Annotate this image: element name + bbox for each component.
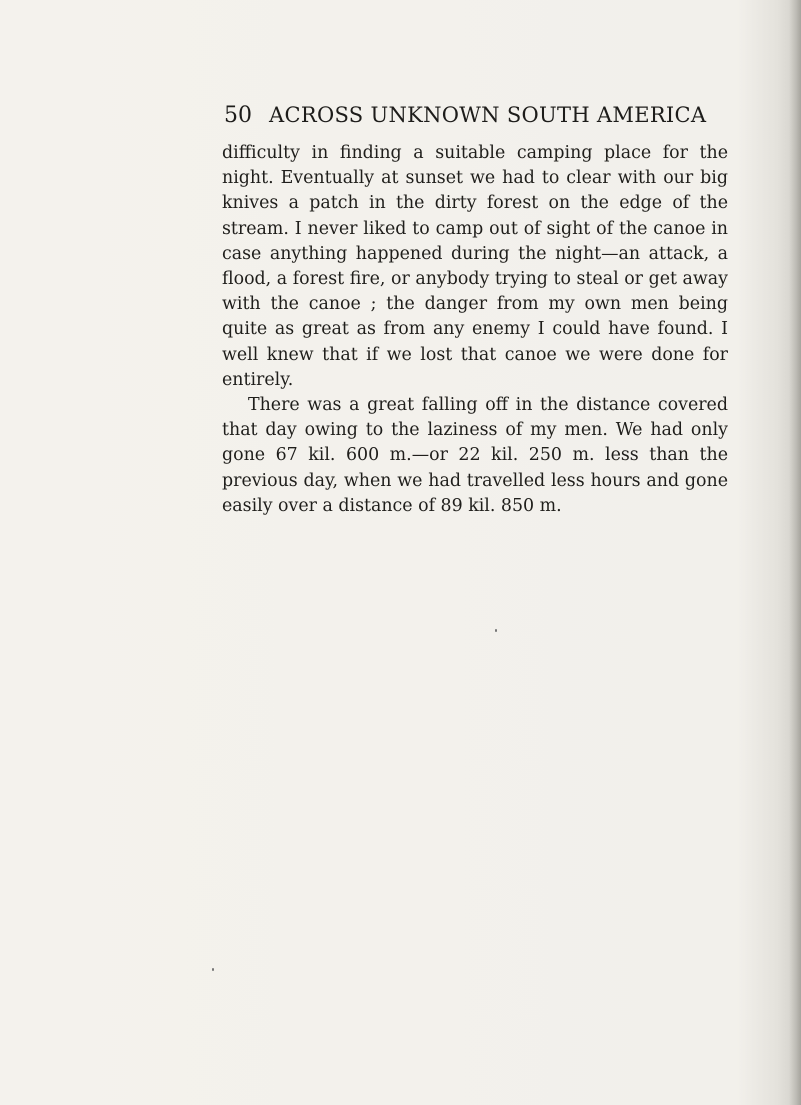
body-text (222, 141, 728, 519)
running-title: ACROSS UNKNOWN SOUTH AMERICA (269, 103, 707, 127)
paragraph-continued: difficulty in finding a suitable camping place for the night. Eventually at sunset we had to clear with our big knives a patch in the dirty forest on the edge of the stream. I never liked to camp out of sight of the canoe in case anything happened during the night—an attack, a flood, a forest fire, or anybody trying to steal or get away with the canoe ; the danger from my own men being quite as great as from any enemy I could have found. I well knew that if we lost that canoe we were done for entirely. (222, 143, 728, 390)
paragraph: There was a great falling off in the distance covered that day owing to the laziness of my men. We had only gone 67 kil. 600 m.—or 22 kil. 250 m. less than the previous day, when we had travelled less hours and gone easily over a distance of 89 kil. 850 m. (222, 395, 728, 516)
page-edge-shadow (789, 0, 801, 1105)
page-header (224, 103, 714, 137)
paper-speck (212, 968, 214, 971)
page-number: 50 (224, 103, 252, 128)
paper-speck (495, 629, 497, 632)
